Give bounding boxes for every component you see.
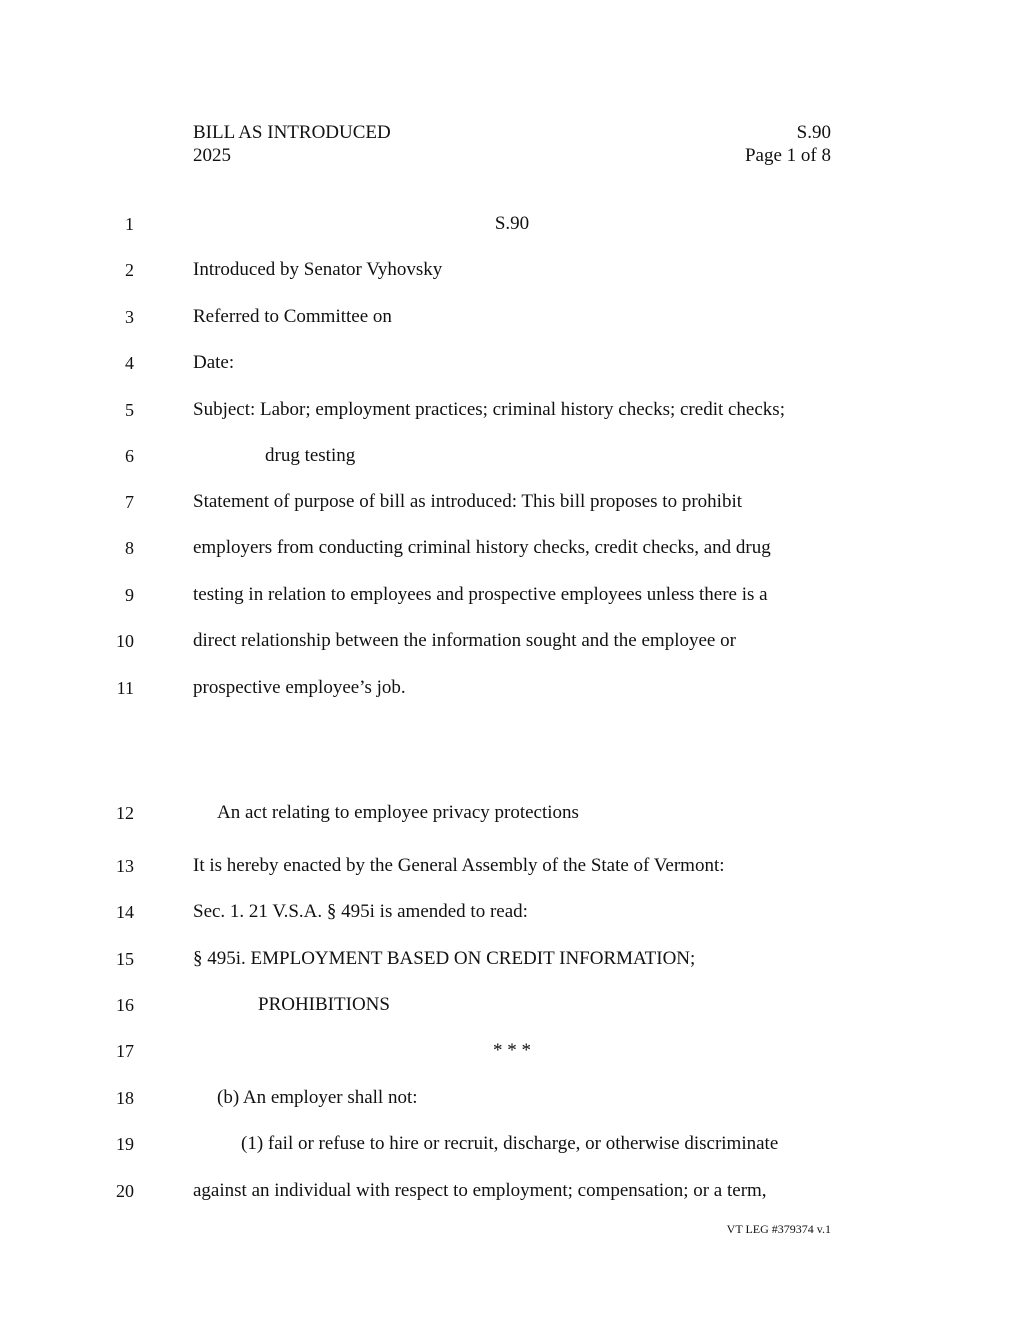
referred-line: Referred to Committee on: [193, 306, 392, 327]
line-number: 10: [116, 631, 134, 651]
section-heading-line: Sec. 1. 21 V.S.A. § 495i is amended to read:: [193, 901, 528, 922]
line-number: 20: [116, 1181, 134, 1201]
bill-title-line: S.90: [494, 213, 530, 234]
statute-heading-line: § 495i. EMPLOYMENT BASED ON CREDIT INFORMATION;: [193, 948, 696, 969]
bill-number: S.90: [796, 122, 831, 143]
line-number: 18: [116, 1088, 134, 1108]
line-number: 5: [125, 400, 134, 420]
body-line: direct relationship between the information sought and the employee or: [193, 630, 736, 651]
body-line: employers from conducting criminal history checks, credit checks, and drug: [193, 537, 771, 558]
statement-of-purpose-line: Statement of purpose of bill as introduced: This bill proposes to prohibit: [193, 491, 742, 512]
omission-marker: * * *: [493, 1040, 531, 1061]
line-number: 1: [125, 214, 134, 234]
date-line: Date:: [193, 352, 235, 373]
enacting-clause-line: It is hereby enacted by the General Assembly of the State of Vermont:: [193, 855, 725, 876]
line-number: 11: [116, 678, 134, 698]
subject-continuation-line: drug testing: [265, 445, 356, 466]
line-number: 17: [116, 1041, 134, 1061]
subsection-line: (b) An employer shall not:: [217, 1087, 418, 1108]
bill-status-label: BILL AS INTRODUCED: [193, 122, 391, 143]
line-number: 3: [125, 307, 134, 327]
body-line: prospective employee’s job.: [193, 677, 406, 698]
line-number: 7: [125, 492, 134, 512]
line-number: 6: [125, 446, 134, 466]
line-number: 9: [125, 585, 134, 605]
body-line: against an individual with respect to employment; compensation; or a term,: [193, 1180, 767, 1201]
line-number: 13: [116, 856, 134, 876]
statute-heading-continuation-line: PROHIBITIONS: [258, 994, 390, 1015]
act-title-line: An act relating to employee privacy protections: [217, 802, 579, 823]
bill-year: 2025: [193, 145, 231, 166]
subdivision-line: (1) fail or refuse to hire or recruit, discharge, or otherwise discriminate: [241, 1133, 779, 1154]
line-number: 2: [125, 260, 134, 280]
line-number: 12: [116, 803, 134, 823]
line-number: 4: [125, 353, 134, 373]
subject-line: Subject: Labor; employment practices; criminal history checks; credit checks;: [193, 399, 785, 420]
line-number: 15: [116, 949, 134, 969]
document-id-footer: VT LEG #379374 v.1: [726, 1222, 831, 1236]
page-indicator: Page 1 of 8: [744, 145, 831, 166]
line-number: 16: [116, 995, 134, 1015]
line-number: 14: [116, 902, 134, 922]
body-line: testing in relation to employees and prospective employees unless there is a: [193, 584, 768, 605]
line-number: 8: [125, 538, 134, 558]
line-number: 19: [116, 1134, 134, 1154]
introduced-by-line: Introduced by Senator Vyhovsky: [193, 259, 443, 280]
